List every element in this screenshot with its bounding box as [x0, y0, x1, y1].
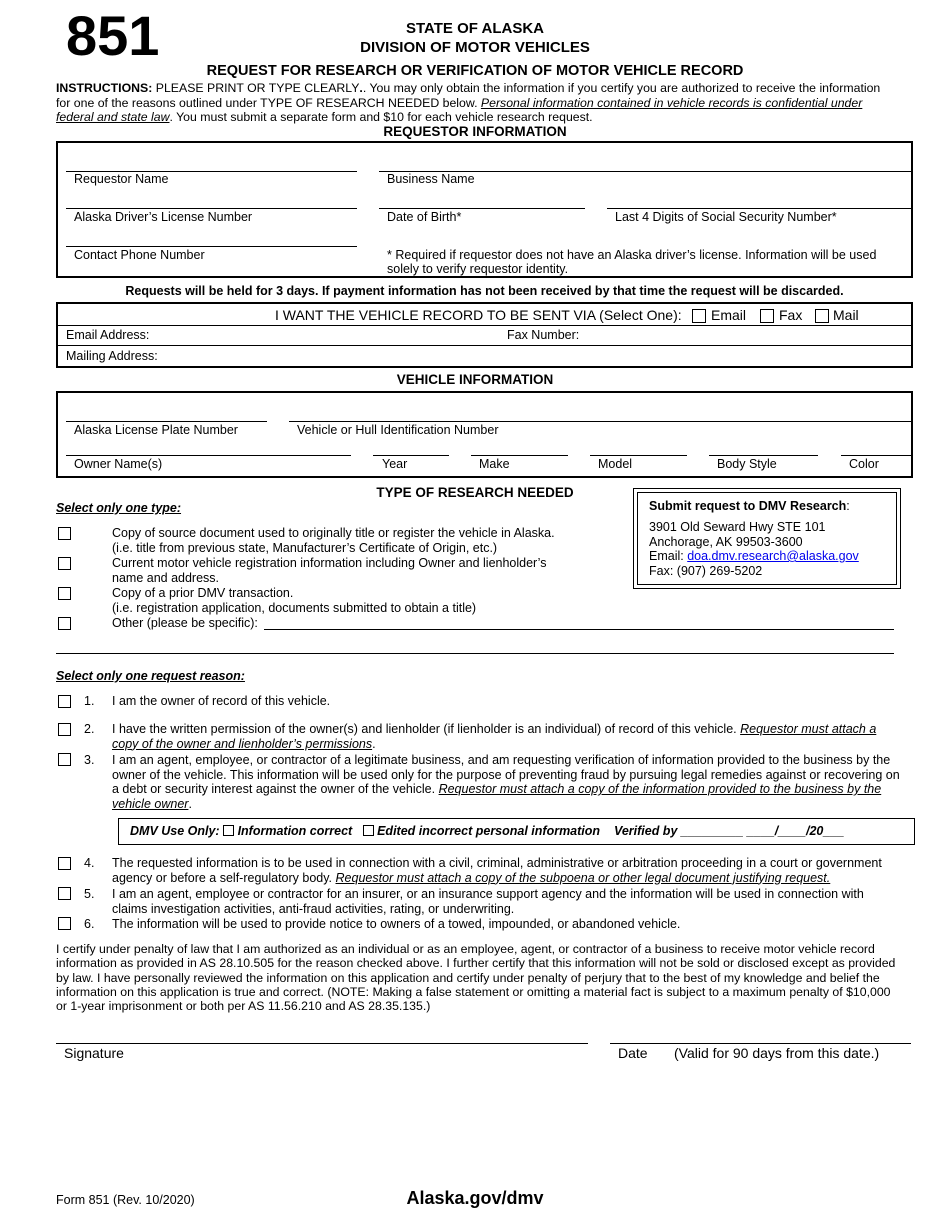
year-label: Year [382, 457, 408, 471]
color-line[interactable] [841, 455, 913, 456]
reason-3: I am an agent, employee, or contractor of a legitimate business, and am requesting verification of information provided to the business by the owner of the vehicle. This information will be used only for the purpose of preventing fraud by pursuing legal remedies against or recovering on a debt or security interest against the owner of the vehicle. Requestor must attach a copy of the information provided to the business by the vehicle owner. [112, 753, 900, 811]
reason-5: I am an agent, employee or contractor for an insurer, or an insurance support agency and the information will be used in connection with claims investigation activities, anti-fraud activities, rating, or underwriting. [112, 887, 864, 916]
vehicle-section-title: VEHICLE INFORMATION [396, 372, 554, 387]
research-section-title: TYPE OF RESEARCH NEEDED [376, 485, 574, 500]
submit-fax: Fax: (907) 269-5202 [649, 564, 763, 578]
color-label: Color [849, 457, 879, 471]
body-style-line[interactable] [709, 455, 818, 456]
requestor-section-title: REQUESTOR INFORMATION [383, 124, 567, 139]
email-checkbox[interactable] [692, 309, 706, 323]
verified-by: Verified by _________ ____/____/20___ [613, 824, 845, 838]
requestor-name-label: Requestor Name [74, 172, 169, 186]
research-option-1: Copy of source document used to originally title or register the vehicle in Alaska. (i.e. title from previous state, Manufacturer’s Certificate of Origin, etc.) [112, 526, 555, 555]
year-line[interactable] [373, 455, 449, 456]
owner-label: Owner Name(s) [74, 457, 163, 471]
plate-label: Alaska License Plate Number [74, 423, 238, 437]
make-label: Make [479, 457, 510, 471]
research-option-3-checkbox[interactable] [58, 587, 71, 600]
division-heading: DIVISION OF MOTOR VEHICLES [360, 39, 590, 56]
ssn-label: Last 4 Digits of Social Security Number* [615, 210, 837, 224]
select-reason-heading: Select only one request reason: [56, 669, 245, 683]
state-heading: STATE OF ALASKA [405, 20, 545, 37]
mailing-address-label: Mailing Address: [66, 349, 158, 363]
research-option-4-label: Other (please be specific): [112, 616, 258, 630]
research-option-1-checkbox[interactable] [58, 527, 71, 540]
form-revision: Form 851 (Rev. 10/2020) [56, 1193, 195, 1207]
delivery-prompt: I WANT THE VEHICLE RECORD TO BE SENT VIA (Select One): [275, 307, 682, 323]
website-footer: Alaska.gov/dmv [406, 1188, 544, 1208]
form-number: 851 [66, 4, 160, 67]
mail-option-label: Mail [833, 307, 859, 323]
mail-checkbox[interactable] [815, 309, 829, 323]
fax-option-label: Fax [779, 307, 803, 323]
date-line[interactable] [610, 1043, 911, 1044]
business-name-label: Business Name [387, 172, 475, 186]
body-style-label: Body Style [717, 457, 777, 471]
research-option-3: Copy of a prior DMV transaction. (i.e. registration application, documents submitted to obtain a title) [112, 586, 477, 615]
fax-number-label: Fax Number: [507, 328, 580, 342]
email-address-label: Email Address: [66, 328, 150, 342]
plate-line[interactable] [66, 421, 267, 422]
signature-label: Signature [64, 1045, 124, 1061]
submit-address-1: 3901 Old Seward Hwy STE 101 [649, 520, 826, 534]
license-number-line[interactable] [66, 208, 357, 209]
other-specify-line[interactable] [264, 629, 894, 630]
dob-label: Date of Birth* [387, 210, 462, 224]
reason-6-checkbox[interactable] [58, 917, 71, 930]
phone-line[interactable] [66, 246, 357, 247]
reason-6: The information will be used to provide notice to owners of a towed, impounded, or abandoned vehicle. [112, 917, 681, 931]
vin-line[interactable] [289, 421, 913, 422]
research-option-4-checkbox[interactable] [58, 617, 71, 630]
instructions-label: INSTRUCTIONS: [56, 81, 153, 95]
reason-4: The requested information is to be used in connection with a civil, criminal, administrative or arbitration proceeding in a court or government agency or before a self-regulatory body. Requestor must attach a copy of the subpoena or other legal document justifying request. [112, 856, 882, 885]
form-title: REQUEST FOR RESEARCH OR VERIFICATION OF MOTOR VEHICLE RECORD [206, 63, 744, 79]
model-label: Model [598, 457, 633, 471]
reason-5-checkbox[interactable] [58, 887, 71, 900]
email-option-label: Email [711, 307, 747, 323]
other-specify-line-2[interactable] [56, 653, 894, 654]
hold-notice: Requests will be held for 3 days. If payment information has not been received by that time the request will be discarded. [125, 284, 844, 298]
confidential-notice: Personal information contained in vehicle records is confidential under federal and state law [56, 95, 863, 124]
dmv-use-row: DMV Use Only: Information correct Edited incorrect personal information Verified by _________ ____/____/20___ [130, 824, 845, 838]
make-line[interactable] [471, 455, 568, 456]
requestor-note: * Required if requestor does not have an Alaska driver’s license. Information will be used solely to verify requestor identity. [387, 248, 877, 276]
vin-label: Vehicle or Hull Identification Number [297, 423, 499, 437]
info-correct-checkbox[interactable] [223, 825, 234, 836]
fax-checkbox[interactable] [760, 309, 774, 323]
owner-line[interactable] [66, 455, 351, 456]
date-label: Date [618, 1045, 648, 1061]
submit-address-2: Anchorage, AK 99503-3600 [649, 535, 803, 549]
instructions: INSTRUCTIONS: PLEASE PRINT OR TYPE CLEARLY.. You may only obtain the information if you certify you are authorized to receive the information for one of the reasons outlined under TYPE OF RESEARCH NEEDED below. Personal information contained in vehicle records is confidential under federal and state law. You must submit a separate form and $10 for each vehicle research request. [56, 81, 881, 124]
submit-email: Email: doa.dmv.research@alaska.gov [649, 549, 859, 563]
reason-1-checkbox[interactable] [58, 695, 71, 708]
model-line[interactable] [590, 455, 687, 456]
reason-2: I have the written permission of the owner(s) and lienholder (if lienholder is an individual) of record of this vehicle. Requestor must attach a copy of the owner and lienholder’s permissions. [112, 722, 877, 751]
research-option-2: Current motor vehicle registration information including Owner and lienholder’s name and address. [112, 556, 547, 585]
research-option-2-checkbox[interactable] [58, 557, 71, 570]
phone-label: Contact Phone Number [74, 248, 205, 262]
ssn-line[interactable] [607, 208, 913, 209]
submit-title: Submit request to DMV Research: [649, 499, 850, 513]
signature-line[interactable] [56, 1043, 588, 1044]
reason-3-checkbox[interactable] [58, 753, 71, 766]
license-number-label: Alaska Driver’s License Number [74, 210, 253, 224]
select-type-heading: Select only one type: [56, 501, 182, 515]
date-valid-note: (Valid for 90 days from this date.) [674, 1045, 880, 1061]
reason-4-checkbox[interactable] [58, 857, 71, 870]
reason-2-checkbox[interactable] [58, 723, 71, 736]
dmv-research-email-link[interactable]: doa.dmv.research@alaska.gov [687, 549, 859, 563]
dob-line[interactable] [379, 208, 585, 209]
edited-info-checkbox[interactable] [363, 825, 374, 836]
certification-text: I certify under penalty of law that I am authorized as an individual or as an employee, agent, or contractor of a business to receive motor vehicle record information as provided in AS 28.10.505 for the reason checked above. I further certify that this information will not be sold or disclosed except as provided by law. I have personally reviewed the information on this application and certify under penalty of perjury that to the best of my knowledge and belief the information on this application is true and correct. (NOTE: Making a false statement or omitting a material fact is subject to a maximum penalty of $10,000 or 1-year imprisonment or both per AS 11.56.210 and AS 28.35.135.) [56, 942, 896, 1014]
reason-1: I am the owner of record of this vehicle. [112, 694, 331, 708]
